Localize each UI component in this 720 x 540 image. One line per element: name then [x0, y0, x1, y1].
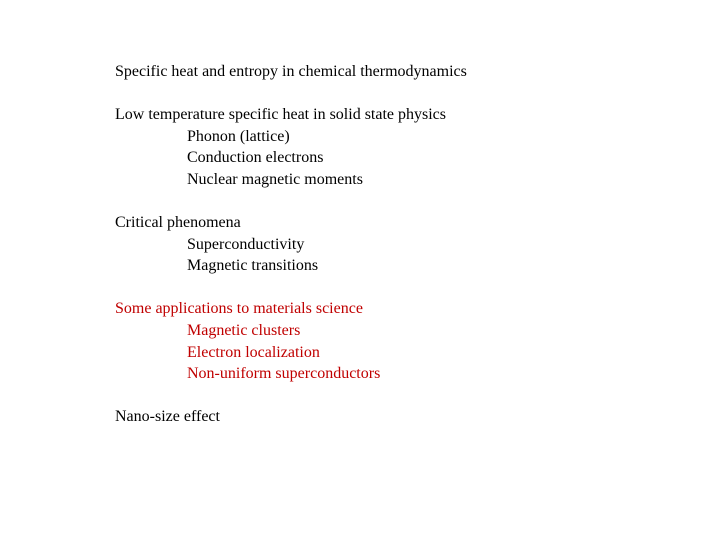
section-heading-critical-phenomena: Critical phenomena	[115, 214, 241, 231]
list-item-superconductivity: Superconductivity	[187, 236, 305, 253]
list-item-electron-localization: Electron localization	[187, 344, 320, 361]
list-item-magnetic-clusters: Magnetic clusters	[187, 322, 301, 339]
section-heading-materials-science: Some applications to materials science	[115, 300, 363, 317]
section-heading-nano-size: Nano-size effect	[115, 408, 220, 425]
section-heading-solid-state: Low temperature specific heat in solid state physics	[115, 106, 447, 123]
section-heading-thermodynamics: Specific heat and entropy in chemical thermodynamics	[115, 63, 467, 80]
list-item-magnetic-transitions: Magnetic transitions	[187, 257, 319, 274]
list-item-non-uniform-superconductors: Non-uniform superconductors	[187, 365, 381, 382]
list-item-phonon: Phonon (lattice)	[187, 128, 290, 145]
list-item-nuclear-moments: Nuclear magnetic moments	[187, 171, 363, 188]
list-item-conduction-electrons: Conduction electrons	[187, 149, 324, 166]
